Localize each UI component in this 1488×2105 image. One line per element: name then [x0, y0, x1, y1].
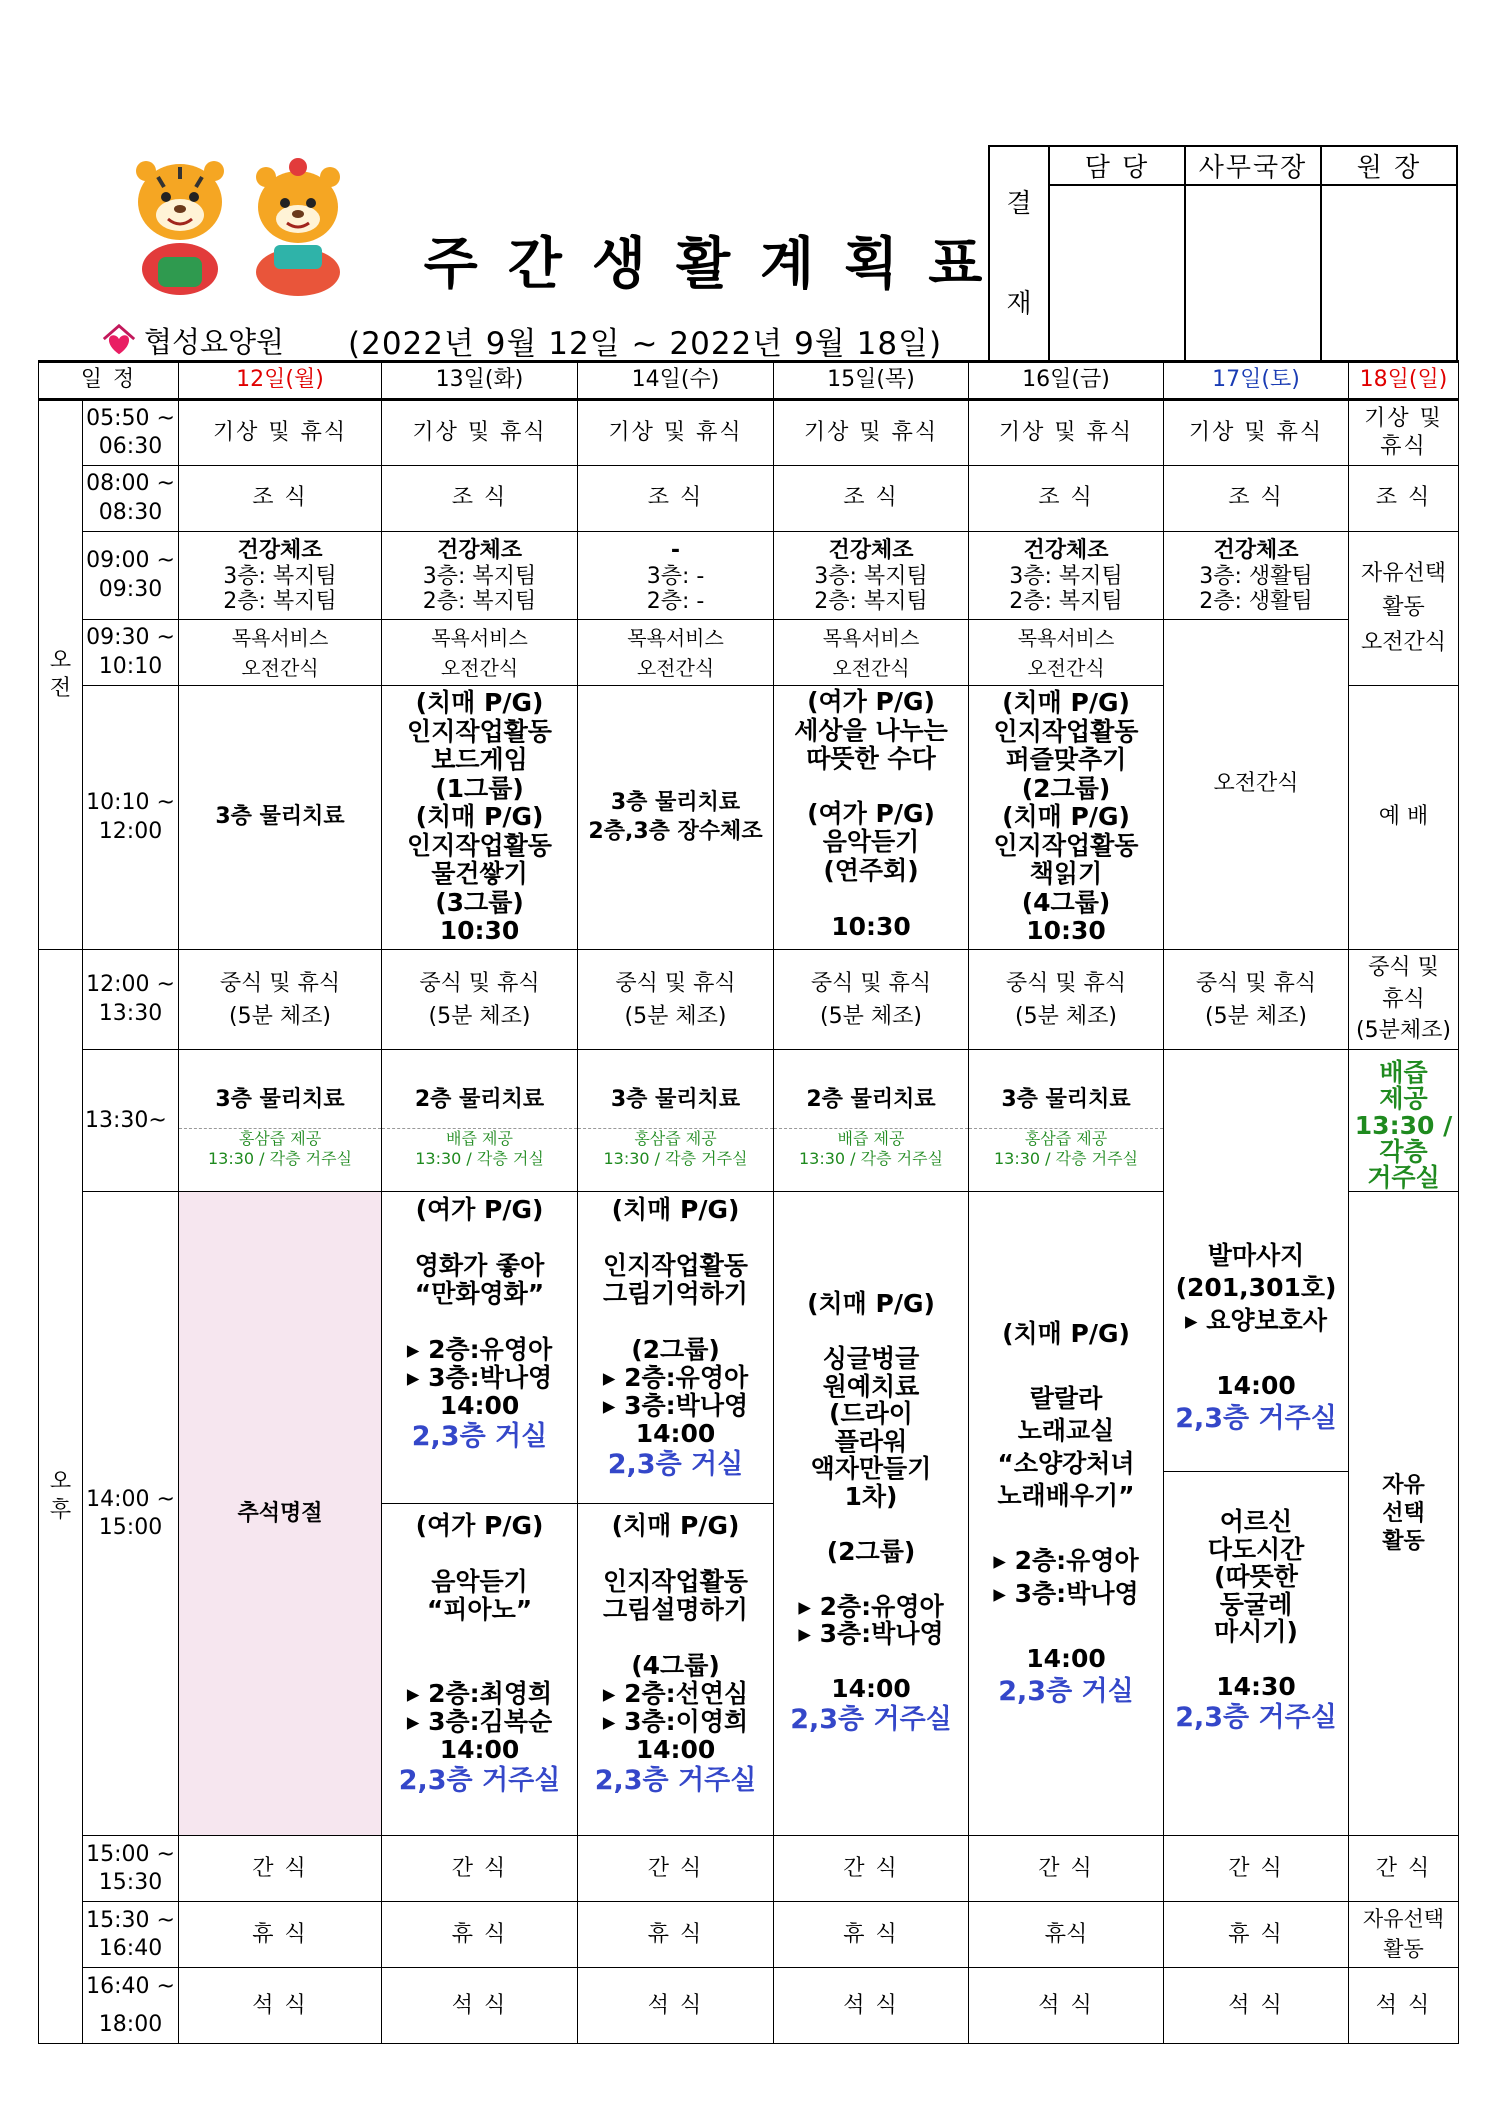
- exercise-team: 3층: 생활팀 2층: 생활팀: [1199, 564, 1313, 614]
- cell-sat-afternoon: [1164, 1050, 1349, 1836]
- day-mon: 12일(월): [179, 362, 382, 400]
- cell-lunch: 중식 및 휴식 (5분 체조): [179, 950, 382, 1050]
- thu-afternoon-text: (치매 P/G) 싱글벙글 원예치료 (드라이 플라워 액자만들기 1차) (2그룹) ▸ 2층:유영아 ▸ 3층:박나영 14:00: [798, 1289, 944, 1704]
- cell-mon-therapy: 3층 물리치료: [179, 686, 382, 950]
- exercise-team: 3층: 복지팀 2층: 복지팀: [1009, 564, 1123, 614]
- time-slot: 09:00 ~ 09:30: [83, 532, 179, 620]
- cell-fri-morning: [969, 686, 1164, 950]
- cell-wake: 기상 및 휴식: [179, 400, 382, 466]
- pm-therapy-label: 3층 물리치료: [578, 1072, 773, 1129]
- cell-sun-morning: 자유선택 활동 오전간식: [1349, 532, 1459, 686]
- time-slot: 08:00 ~ 08:30: [83, 466, 179, 532]
- thu-morning-time: 10:30: [831, 912, 911, 941]
- time-slot: 12:00 ~ 13:30: [83, 950, 179, 1050]
- tue-afternoon-a-text: (여가 P/G) 영화가 좋아 “만화영화” ▸ 2층:유영아 ▸ 3층:박나영 14:00: [406, 1195, 553, 1421]
- cell-exercise: [969, 532, 1164, 620]
- cell-dinner: 석 식: [1349, 1968, 1459, 2044]
- period-pm: 오 후: [39, 950, 83, 2044]
- juice-note: 홍삼즙 제공 13:30 / 각층 거주실: [207, 1129, 353, 1169]
- cell-dinner: 석 식: [578, 1968, 774, 2044]
- cell-dinner: 석 식: [382, 1968, 578, 2044]
- wed-afternoon-b: [578, 1504, 773, 1834]
- sat-afternoon-b-text: 어르신 다도시간 (따뜻한 둥굴레 마시기) 14:30: [1207, 1507, 1305, 1702]
- exercise-title: 건강체조: [436, 538, 522, 564]
- tue-afternoon-b: [382, 1504, 577, 1834]
- exercise-title: 건강체조: [1213, 538, 1299, 564]
- approval-header-manager: 담 당: [1049, 146, 1185, 185]
- header-label: 일 정: [39, 362, 179, 400]
- day-thu: 15일(목): [774, 362, 969, 400]
- cell-wake: 기상 및 휴식: [969, 400, 1164, 466]
- cell-dinner: 석 식: [969, 1968, 1164, 2044]
- cell-snack: 간 식: [1164, 1836, 1349, 1902]
- cell-pm-therapy: [578, 1050, 774, 1192]
- cell-snack: 간 식: [969, 1836, 1164, 1902]
- exercise-title: -: [670, 538, 681, 564]
- tiger-mascots-image: [118, 157, 358, 297]
- approval-sign-secretary[interactable]: [1185, 185, 1321, 362]
- cell-lunch: 중식 및 휴식 (5분 체조): [969, 950, 1164, 1050]
- wed-afternoon-a: [578, 1192, 773, 1504]
- cell-rest: 휴 식: [1164, 1902, 1349, 1968]
- day-fri: 16일(금): [969, 362, 1164, 400]
- cell-bath: 목욕서비스 오전간식: [578, 620, 774, 686]
- cell-snack: 간 식: [774, 1836, 969, 1902]
- exercise-title: 건강체조: [828, 538, 914, 564]
- cell-wake: 기상 및 휴식: [1164, 400, 1349, 466]
- house-heart-icon: [100, 322, 138, 360]
- thu-morning-a: (여가 P/G) 세상을 나누는 따뜻한 수다: [794, 687, 948, 773]
- cell-exercise: [774, 532, 969, 620]
- pm-therapy-label: 3층 물리치료: [179, 1072, 381, 1129]
- cell-breakfast: 조 식: [578, 466, 774, 532]
- cell-wake: 기상 및 휴식: [578, 400, 774, 466]
- thu-afternoon-location: 2,3층 거주실: [790, 1703, 952, 1735]
- tue-morning-a: (치매 P/G) 인지작업활동 보드게임 (1그룹): [407, 688, 552, 803]
- wed-afternoon-a-text: (치매 P/G) 인지작업활동 그림기억하기 (2그룹) ▸ 2층:유영아 ▸ 3층:박나영 14:00: [602, 1195, 749, 1449]
- cell-wed-afternoon: [578, 1192, 774, 1836]
- day-sat: 17일(토): [1164, 362, 1349, 400]
- cell-rest: 휴 식: [179, 1902, 382, 1968]
- period-am: 오 전: [39, 400, 83, 950]
- day-tue: 13일(화): [382, 362, 578, 400]
- cell-snack: 간 식: [179, 1836, 382, 1902]
- exercise-team: 3층: 복지팀 2층: 복지팀: [814, 564, 928, 614]
- pm-therapy-label: 2층 물리치료: [774, 1072, 968, 1129]
- cell-bath: 목욕서비스 오전간식: [382, 620, 578, 686]
- approval-header-secretary: 사무국장: [1185, 146, 1321, 185]
- fri-afternoon-text: (치매 P/G) 랄랄라 노래교실 “소양강처녀 노래배우기” ▸ 2층:유영아 ▸ 3층:박나영 14:00: [993, 1318, 1139, 1673]
- sat-afternoon-b: [1164, 1472, 1348, 1772]
- thu-morning-b: (여가 P/G) 음악듣기 (연주회): [807, 798, 935, 885]
- cell-sun-worship: 예 배: [1349, 686, 1459, 950]
- cell-rest: 휴 식: [578, 1902, 774, 1968]
- fri-morning-b: (치매 P/G) 인지작업활동 책읽기 (4그룹) 10:30: [993, 802, 1139, 946]
- cell-lunch: 중식 및 휴식 (5분 체조): [382, 950, 578, 1050]
- cell-sat-snack: 오전간식: [1164, 620, 1349, 950]
- cell-tue-morning: [382, 686, 578, 950]
- cell-thu-afternoon: [774, 1192, 969, 1836]
- cell-dinner: 석 식: [1164, 1968, 1349, 2044]
- time-slot: 14:00 ~ 15:00: [83, 1192, 179, 1836]
- cell-rest: 휴 식: [382, 1902, 578, 1968]
- cell-breakfast: 조 식: [774, 466, 969, 532]
- cell-snack: 간 식: [578, 1836, 774, 1902]
- exercise-team: 3층: - 2층: -: [646, 564, 705, 614]
- cell-rest: 휴식: [969, 1902, 1164, 1968]
- tue-afternoon-b-location: 2,3층 거주실: [398, 1765, 561, 1797]
- cell-sun-free: 자유 선택 활동: [1349, 1192, 1459, 1836]
- cell-breakfast: 조 식: [1164, 466, 1349, 532]
- sat-afternoon-a: [1164, 1050, 1348, 1472]
- cell-pm-therapy: [774, 1050, 969, 1192]
- time-slot: 05:50 ~ 06:30: [83, 400, 179, 466]
- cell-thu-morning: [774, 686, 969, 950]
- exercise-title: 건강체조: [1023, 538, 1109, 564]
- cell-tue-afternoon: [382, 1192, 578, 1836]
- approval-sign-manager[interactable]: [1049, 185, 1185, 362]
- cell-sun-juice: 배즙 제공 13:30 / 각층 거주실: [1349, 1050, 1459, 1192]
- cell-dinner: 석 식: [179, 1968, 382, 2044]
- wed-afternoon-b-text: (치매 P/G) 인지작업활동 그림설명하기 (4그룹) ▸ 2층:선연심 ▸ 3층:이영희 14:00: [602, 1511, 749, 1765]
- juice-note: 배즙 제공 13:30 / 각층 거주실: [798, 1129, 944, 1169]
- juice-note: 홍삼즙 제공 13:30 / 각층 거주실: [993, 1129, 1139, 1169]
- cell-dinner: 석 식: [774, 1968, 969, 2044]
- exercise-title: 건강체조: [237, 538, 323, 564]
- cell-fri-afternoon: [969, 1192, 1164, 1836]
- cell-wake: 기상 및 휴식: [774, 400, 969, 466]
- fri-afternoon-location: 2,3층 거실: [998, 1676, 1134, 1708]
- cell-exercise: [1164, 532, 1349, 620]
- cell-lunch: 중식 및 휴식 (5분 체조): [578, 950, 774, 1050]
- exercise-team: 3층: 복지팀 2층: 복지팀: [223, 564, 337, 614]
- cell-exercise: [382, 532, 578, 620]
- cell-wake-sun: 기상 및 휴식: [1349, 400, 1459, 466]
- approval-gyeol: 결: [1006, 189, 1032, 219]
- tue-afternoon-a: [382, 1192, 577, 1504]
- cell-snack: 간 식: [382, 1836, 578, 1902]
- org-name: 협성요양원: [144, 325, 285, 359]
- period-range: (2022년 9월 12일 ~ 2022년 9월 18일): [348, 326, 943, 362]
- time-slot: 10:10 ~ 12:00: [83, 686, 179, 950]
- day-sun: 18일(일): [1349, 362, 1459, 400]
- wed-afternoon-a-location: 2,3층 거실: [607, 1449, 744, 1481]
- approval-box: [988, 145, 1458, 363]
- approval-jae: 재: [1006, 289, 1032, 319]
- cell-rest: 휴 식: [774, 1902, 969, 1968]
- cell-bath: 목욕서비스 오전간식: [774, 620, 969, 686]
- cell-lunch-sun: 중식 및 휴식 (5분체조): [1349, 950, 1459, 1050]
- cell-mon-holiday: 추석명절: [179, 1192, 382, 1836]
- cell-bath: 목욕서비스 오전간식: [179, 620, 382, 686]
- document-header: [38, 145, 1458, 360]
- cell-breakfast: 조 식: [382, 466, 578, 532]
- day-wed: 14일(수): [578, 362, 774, 400]
- cell-rest-sun: 자유선택 활동: [1349, 1902, 1459, 1968]
- pm-therapy-label: 3층 물리치료: [969, 1072, 1163, 1129]
- cell-lunch: 중식 및 휴식 (5분 체조): [1164, 950, 1349, 1050]
- time-slot: 09:30 ~ 10:10: [83, 620, 179, 686]
- cell-exercise: [578, 532, 774, 620]
- cell-breakfast: 조 식: [179, 466, 382, 532]
- sat-afternoon-a-text: 발마사지 (201,301호) ▸ 요양보호사 14:00: [1175, 1240, 1337, 1400]
- cell-breakfast: 조 식: [969, 466, 1164, 532]
- approval-label: [989, 146, 1049, 362]
- cell-exercise: [179, 532, 382, 620]
- cell-wed-therapy: 3층 물리치료 2층,3층 장수체조: [578, 686, 774, 950]
- fri-morning-a: (치매 P/G) 인지작업활동 퍼즐맞추기 (2그룹): [993, 688, 1139, 803]
- cell-wake: 기상 및 휴식: [382, 400, 578, 466]
- page-title: 주간생활계획표: [423, 232, 1013, 297]
- approval-sign-director[interactable]: [1321, 185, 1457, 362]
- time-slot: 13:30~: [83, 1050, 179, 1192]
- cell-snack: 간 식: [1349, 1836, 1459, 1902]
- weekly-schedule-table: [38, 360, 1459, 2044]
- time-slot: 16:40 ~ 18:00: [83, 1968, 179, 2044]
- approval-header-director: 원 장: [1321, 146, 1457, 185]
- cell-pm-therapy: [382, 1050, 578, 1192]
- cell-lunch: 중식 및 휴식 (5분 체조): [774, 950, 969, 1050]
- sat-afternoon-a-location: 2,3층 거주실: [1175, 1403, 1337, 1435]
- tue-morning-b: (치매 P/G) 인지작업활동 물건쌓기 (3그룹) 10:30: [407, 802, 552, 946]
- time-slot: 15:00 ~ 15:30: [83, 1836, 179, 1902]
- pm-therapy-label: 2층 물리치료: [382, 1072, 577, 1129]
- exercise-team: 3층: 복지팀 2층: 복지팀: [422, 564, 537, 614]
- tue-afternoon-b-text: (여가 P/G) 음악듣기 “피아노” ▸ 2층:최영희 ▸ 3층:김복순 14:00: [406, 1511, 553, 1765]
- time-slot: 15:30 ~ 16:40: [83, 1902, 179, 1968]
- org-name-block: [100, 320, 284, 361]
- cell-pm-therapy: [179, 1050, 382, 1192]
- wed-afternoon-b-location: 2,3층 거주실: [594, 1765, 757, 1797]
- juice-note: 홍삼즙 제공 13:30 / 각층 거주실: [603, 1129, 748, 1169]
- cell-breakfast: 조 식: [1349, 466, 1459, 532]
- cell-bath: 목욕서비스 오전간식: [969, 620, 1164, 686]
- cell-pm-therapy: [969, 1050, 1164, 1192]
- tue-afternoon-a-location: 2,3층 거실: [411, 1421, 548, 1453]
- sat-afternoon-b-location: 2,3층 거주실: [1175, 1701, 1337, 1733]
- juice-note: 배즙 제공 13:30 / 각층 거실: [415, 1129, 544, 1169]
